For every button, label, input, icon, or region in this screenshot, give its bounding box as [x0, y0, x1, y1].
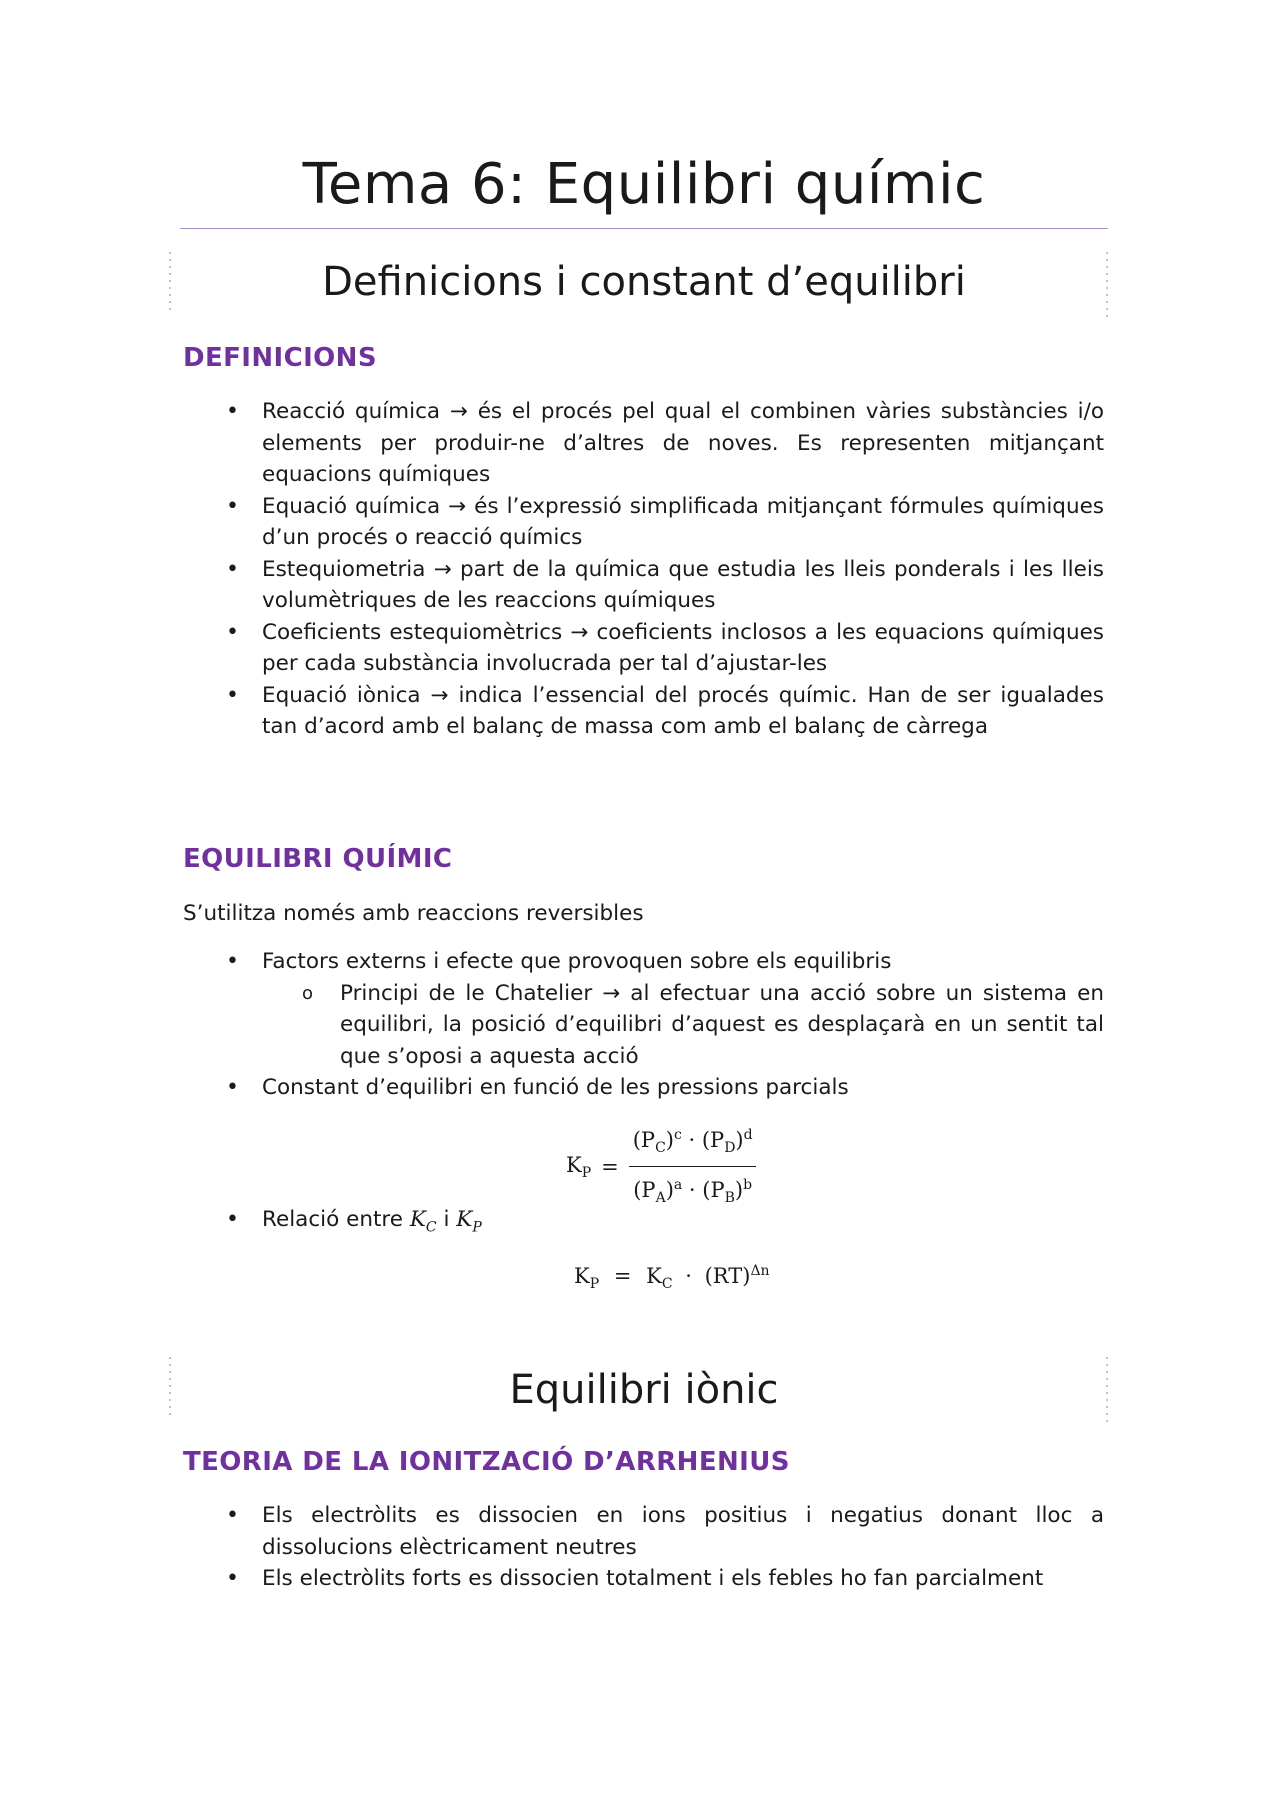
- dashed-marker-left: [166, 1355, 176, 1419]
- formula-denominator: $(P_A)^a \cdot (P_B)^b$: [629, 1166, 756, 1213]
- equilibri-list-a: [262, 946, 1104, 1104]
- list-item: • Reacció química → és el procés pel qual el combinen vàries substàncies i/o elements per produir-ne d’altres de noves. Es representen mitjançant equacions químiques: [262, 396, 1104, 491]
- equilibri-list-b: [262, 1204, 1104, 1244]
- formula-kp-pressures: [566, 1120, 757, 1213]
- math-kc: $K_C$: [409, 1207, 437, 1236]
- sub-list-item: o Principi de le Chatelier → al efectuar una acció sobre un sistema en equilibri, la posició d’equilibri d’aquest es desplaçarà en un sentit tal que s’oposi a aquesta acció: [340, 978, 1104, 1073]
- list-item: • Constant d’equilibri en funció de les pressions parcials: [262, 1072, 1104, 1104]
- subheading-equilibri-quimic: EQUILIBRI QUÍMIC: [183, 844, 453, 874]
- subheading-arrhenius: TEORIA DE LA IONITZACIÓ D’ARRHENIUS: [183, 1447, 790, 1477]
- formula-equals: =: [601, 1154, 619, 1179]
- dashed-marker-right: [1102, 250, 1112, 322]
- title-divider: [180, 228, 1108, 229]
- list-item: • Els electròlits es dissocien en ions positius i negatius donant lloc a dissolucions elèctricament neutres: [262, 1500, 1104, 1563]
- section-heading-definicions: Definicions i constant d’equilibri: [322, 259, 966, 305]
- sub-list: [262, 978, 1104, 1073]
- formula-numerator: $(P_C)^c \cdot (P_D)^d$: [632, 1127, 753, 1157]
- list-item-text: Factors externs i efecte que provoquen sobre els equilibris: [262, 949, 892, 974]
- arrhenius-list: [262, 1500, 1104, 1595]
- list-item: • Estequiometria → part de la química que estudia les lleis ponderals i les lleis volumètriques de les reaccions químiques: [262, 554, 1104, 617]
- list-item: • Equació química → és l’expressió simplificada mitjançant fórmules químiques d’un procés o reacció químics: [262, 491, 1104, 554]
- list-item: • Coeficients estequiomètrics → coeficients inclosos a les equacions químiques per cada substància involucrada per tal d’ajustar-les: [262, 617, 1104, 680]
- list-item: • Els electròlits forts es dissocien totalment i els febles ho fan parcialment: [262, 1563, 1104, 1595]
- list-item: [262, 946, 1104, 1072]
- section-heading-equilibri-ionic: Equilibri iònic: [509, 1367, 779, 1413]
- document-title: Tema 6: Equilibri químic: [302, 152, 986, 217]
- formula-kp-lhs: $K_P$: [566, 1152, 592, 1181]
- subheading-definicions: DEFINICIONS: [183, 343, 377, 373]
- formula-kp-kc-relation: $K_P = K_C \cdot (RT)^{\Delta n}$: [574, 1263, 770, 1293]
- definicions-list: [262, 396, 1104, 743]
- dashed-marker-right: [1102, 1355, 1112, 1429]
- dashed-marker-left: [166, 250, 176, 312]
- math-kp: $K_P$: [456, 1207, 482, 1236]
- list-item: • Equació iònica → indica l’essencial del procés químic. Han de ser igualades tan d’acord amb el balanç de massa com amb el balanç de càrrega: [262, 680, 1104, 743]
- list-item: • Relació entre $K_C$ i $K_P$: [262, 1204, 1104, 1244]
- formula-fraction: [629, 1120, 757, 1213]
- equilibri-intro: S’utilitza només amb reaccions reversibles: [183, 901, 644, 926]
